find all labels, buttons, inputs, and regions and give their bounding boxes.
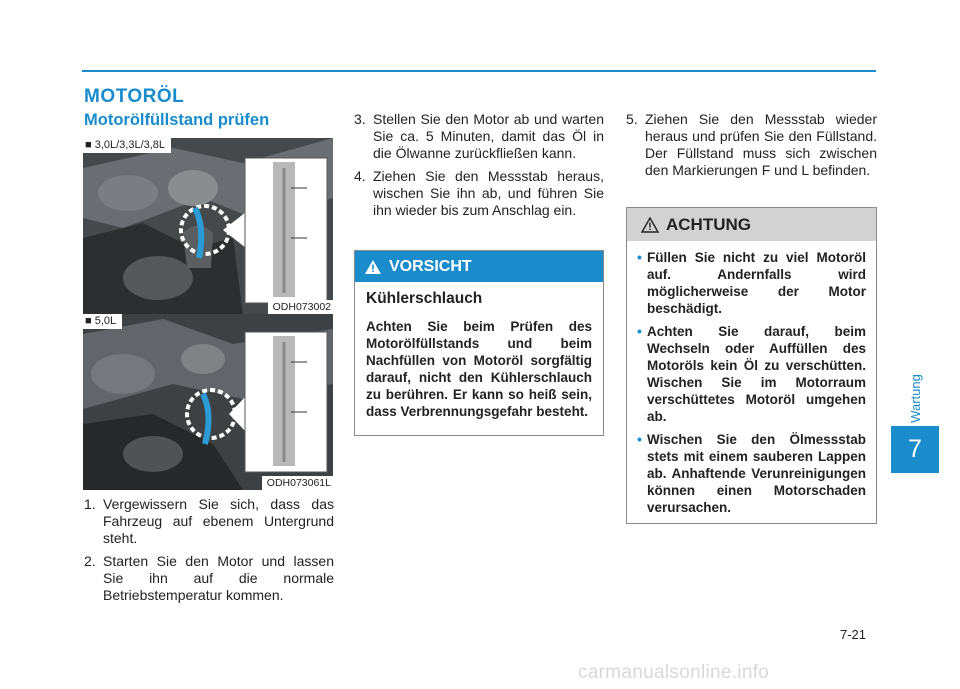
step-text: Starten Sie den Motor und lassen Sie ihn auf die normale Betriebstemperatur kommen. (103, 553, 334, 603)
top-rule (82, 70, 876, 72)
caution-subtitle: Kühlerschlauch (366, 290, 483, 307)
list-item (637, 431, 866, 516)
section-title: MOTORÖL (84, 86, 185, 107)
caution-box (354, 250, 604, 436)
watermark: carmanualsonline.info (578, 662, 770, 683)
warning-item-text: Füllen Sie nicht zu viel Motoröl auf. Andernfalls wird möglicherweise der Motor beschädigt. (647, 250, 866, 316)
photo-label-2: ■ 5,0L (83, 314, 122, 329)
chapter-number: 7 (891, 426, 939, 473)
list-item (637, 249, 866, 317)
step-number: 3. (354, 111, 366, 127)
side-tab-label (890, 368, 940, 428)
bullet-icon: • (637, 431, 642, 447)
warning-triangle-icon (365, 260, 381, 274)
step-4 (354, 168, 604, 219)
step-number: 1. (84, 496, 96, 512)
steps-mid (354, 111, 604, 225)
warning-header-label: ACHTUNG (666, 214, 751, 234)
warning-item-text: Wischen Sie den Ölmessstab stets mit einem sauberen Lappen ab. Anhaftende Verunreinigungen können einen Motorschaden verursachen. (647, 432, 866, 515)
warning-item-text: Achten Sie darauf, beim Wechseln oder Auffüllen des Motoröls kein Öl zu verschütten. Wischen Sie im Motorraum verschüttetes Motoröl umgehen ab. (647, 324, 866, 424)
warning-header (627, 208, 876, 241)
bullet-icon: • (637, 323, 642, 339)
step-5 (626, 111, 877, 179)
step-number: 4. (354, 168, 366, 184)
step-text: Stellen Sie den Motor ab und warten Sie ca. 5 Minuten, damit das Öl in die Ölwanne zurückfließen kann. (373, 111, 604, 161)
steps-right (626, 111, 877, 185)
step-text: Ziehen Sie den Messstab wieder heraus und prüfen Sie den Füllstand. Der Füllstand muss sich zwischen den Markierungen F und L befinden. (645, 111, 877, 178)
step-number: 2. (84, 553, 96, 569)
engine-photo-1 (83, 138, 333, 314)
step-text: Ziehen Sie den Messstab heraus, wischen Sie ihn ab, und führen Sie ihn wieder bis zum Anschlag ein. (373, 168, 604, 218)
steps-left (84, 496, 334, 610)
photo-code-1: ODH073002 (268, 300, 333, 314)
warning-triangle-icon (641, 217, 659, 233)
page-number: 7-21 (840, 627, 867, 642)
step-3 (354, 111, 604, 162)
bullet-icon: • (637, 249, 642, 265)
warning-list (627, 241, 876, 516)
list-item (637, 323, 866, 425)
step-2 (84, 553, 334, 604)
caution-header-label: VORSICHT (389, 257, 472, 275)
step-number: 5. (626, 111, 638, 127)
caution-header (355, 251, 603, 282)
photo-code-2: ODH073061L (262, 476, 333, 490)
step-1 (84, 496, 334, 547)
engine-photo-2 (83, 314, 333, 490)
side-tab-label-text: Wartung (907, 373, 923, 423)
caution-text: Achten Sie beim Prüfen des Motorölfüllstands und beim Nachfüllen von Motoröl sorgfältig darauf, nicht den Kühlerschlauch zu berühren. Er kann so heiß sein, dass Verbrennungsgefahr besteht. (366, 319, 592, 419)
warning-box (626, 207, 877, 524)
sub-title: Motorölfüllstand prüfen (84, 111, 270, 129)
step-text: Vergewissern Sie sich, dass das Fahrzeug auf ebenem Untergrund steht. (103, 496, 334, 546)
photo-label-1: ■ 3,0L/3,3L/3,8L (83, 138, 171, 153)
